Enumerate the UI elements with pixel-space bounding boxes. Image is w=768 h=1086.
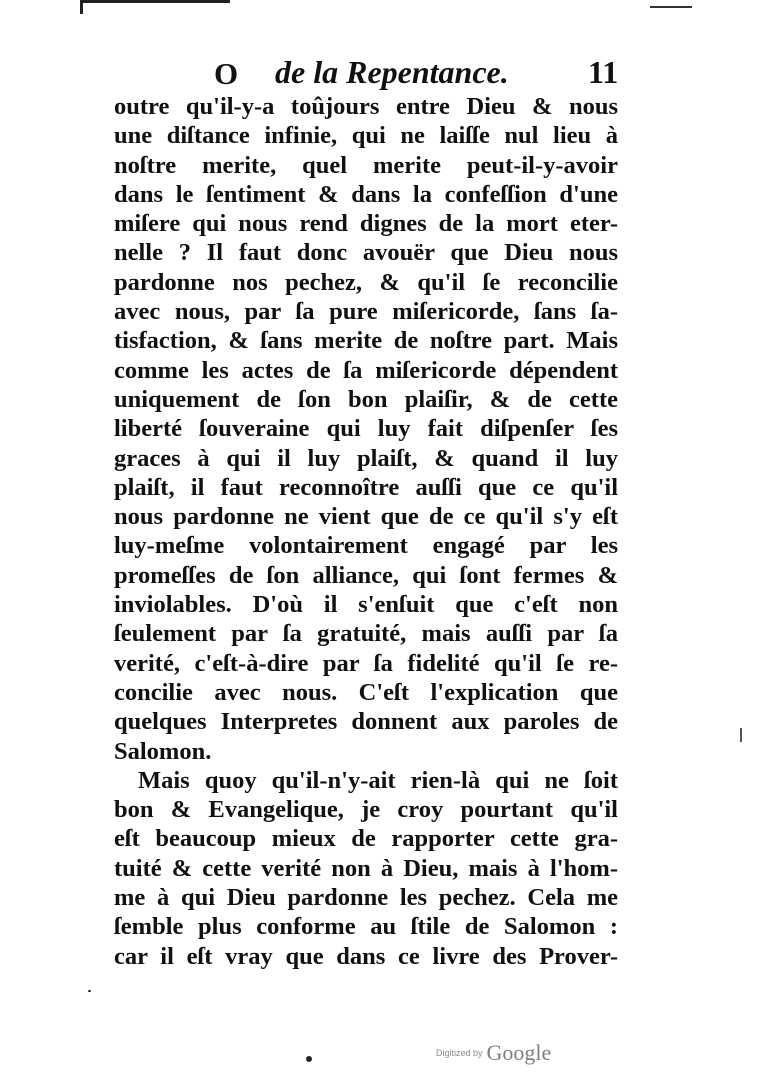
text-line: tuité & cette verité non à Dieu, mais à l'hom- xyxy=(114,854,618,882)
signature-mark: O xyxy=(214,56,239,91)
paragraph xyxy=(114,766,618,971)
digitized-watermark xyxy=(436,1040,551,1066)
text-line: noſtre merite, quel merite peut-il-y-avoir xyxy=(114,151,618,179)
text-line: avec nous, par ſa pure miſericorde, ſans ſa- xyxy=(114,298,618,326)
body-text xyxy=(114,92,618,971)
text-line: miſere qui nous rend dignes de la mort eter- xyxy=(114,210,618,238)
text-line: Salomon. xyxy=(114,737,212,765)
text-line: liberté ſouveraine qui luy fait diſpenſer ſes xyxy=(114,415,618,443)
scan-speck xyxy=(740,728,742,742)
text-line: pardonne nos pechez, & qu'il ſe reconcilie xyxy=(114,268,618,296)
text-line: inviolables. D'où il s'enſuit que c'eſt non xyxy=(114,591,618,619)
paragraph xyxy=(114,92,618,766)
text-line: comme les actes de ſa miſericorde dépendent xyxy=(114,356,618,384)
text-line: concilie avec nous. C'eſt l'explication que xyxy=(114,678,618,706)
scan-edge-tick xyxy=(80,0,83,14)
text-line: nous pardonne ne vient que de ce qu'il s'y eſt xyxy=(114,503,618,531)
scan-edge-mark xyxy=(80,0,230,3)
text-line: tisfaction, & ſans merite de noſtre part. Mais xyxy=(114,327,618,355)
text-line: car il eſt vray que dans ce livre des Prover- xyxy=(114,942,618,970)
text-line: dans le ſentiment & dans la confeſſion d'une xyxy=(114,180,618,208)
text-line: quelques Interpretes donnent aux paroles de xyxy=(114,708,618,736)
text-line: bon & Evangelique, je croy pourtant qu'il xyxy=(114,796,618,824)
text-line: une diſtance infinie, qui ne laiſſe nul lieu à xyxy=(114,122,618,150)
watermark-prefix: Digitized by xyxy=(436,1048,483,1058)
text-line: me à qui Dieu pardonne les pechez. Cela me xyxy=(114,884,618,912)
text-line: uniquement de ſon bon plaiſir, & de cette xyxy=(114,385,618,413)
text-line: eſt beaucoup mieux de rapporter cette gra- xyxy=(114,825,618,853)
page-number: 11 xyxy=(588,54,619,90)
text-line: graces à qui il luy plaiſt, & quand il luy xyxy=(114,444,618,472)
text-line: plaiſt, il faut reconnoître auſſi que ce qu'il xyxy=(114,473,618,501)
scan-speck xyxy=(306,1056,312,1062)
text-line: Mais quoy qu'il-n'y-ait rien-là qui ne ſoit xyxy=(138,766,618,794)
text-line: luy-meſme volontairement engagé par les xyxy=(114,532,618,560)
text-line: verité, c'eſt-à-dire par ſa fidelité qu'il ſe re- xyxy=(114,649,618,677)
text-line: outre qu'il-y-a toûjours entre Dieu & nous xyxy=(114,93,618,120)
scan-edge-mark-right xyxy=(650,6,692,8)
text-line: promeſſes de ſon alliance, qui ſont fermes & xyxy=(114,561,618,589)
page-header xyxy=(110,52,630,96)
running-title: de la Repentance. xyxy=(275,54,509,90)
text-line: ſeulement par ſa gratuité, mais auſſi par ſa xyxy=(114,620,618,648)
watermark-logo: Google xyxy=(486,1040,552,1065)
text-line: ſemble plus conforme au ſtile de Salomon : xyxy=(114,913,618,941)
scan-speck xyxy=(88,990,91,992)
text-line: nelle ? Il faut donc avouër que Dieu nous xyxy=(114,239,618,267)
